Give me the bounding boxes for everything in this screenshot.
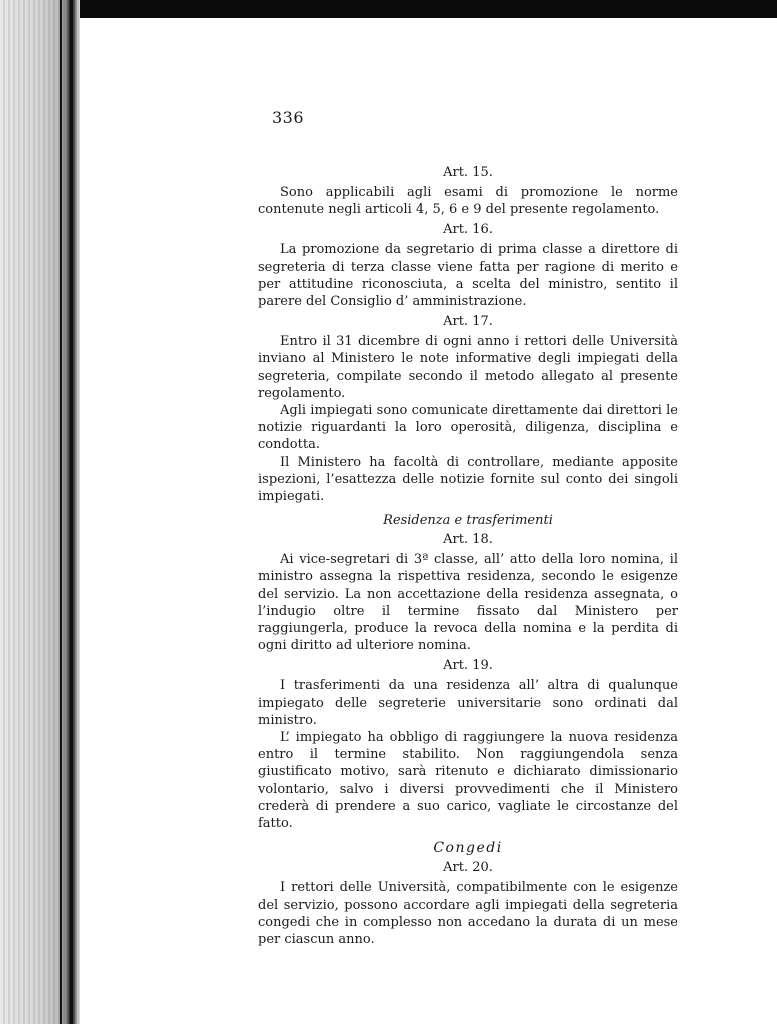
- section-heading: Residenza e trasferimenti: [383, 513, 553, 529]
- article-heading: Art. 17.: [443, 314, 493, 330]
- paragraph: L’ impiegato ha obbligo di raggiungere la nuova residenza entro il termine stabilito. Non raggiungendola senza giustificato motivo, sarà ritenuto e dichiarato dimissionario volontario, salvo i diversi provvedimenti che il Ministero crederà di prendere a suo carico, vagliate le circostanze del fatto.: [258, 730, 678, 832]
- paragraph: I rettori delle Università, compatibilmente con le esigenze del servizio, possono accordare agli impiegati della segreteria congedi che in complesso non accedano la durata di un mese per ciascun anno.: [258, 880, 678, 947]
- article-heading: Art. 18.: [443, 532, 493, 548]
- article-heading: Art. 16.: [443, 222, 493, 238]
- document-page: [258, 108, 678, 948]
- page-number: 336: [272, 108, 305, 127]
- paragraph: I trasferimenti da una residenza all’ altra di qualunque impiegato delle segreterie universitarie sono ordinati dal ministro.: [258, 678, 678, 728]
- paragraph: Il Ministero ha facoltà di controllare, mediante apposite ispezioni, l’esattezza delle notizie fornite sul conto dei singoli impiegati.: [258, 454, 678, 505]
- paragraph: Agli impiegati sono comunicate direttamente dai direttori le notizie riguardanti la loro operosità, diligenza, disciplina e condotta.: [258, 403, 678, 453]
- paragraph: Entro il 31 dicembre di ogni anno i rettori delle Università inviano al Ministero le note informative degli impiegati della segreteria, compilate secondo il metodo allegato al presente regolamento.: [258, 334, 678, 401]
- scan-top-border: [0, 0, 777, 18]
- section-heading: Congedi: [433, 840, 503, 857]
- spine-rule: [70, 0, 73, 1024]
- article-heading: Art. 15.: [443, 165, 493, 180]
- article-heading: Art. 19.: [443, 658, 493, 674]
- book-spine-edge: [0, 0, 80, 1024]
- paragraph: Ai vice-segretari di 3ª classe, all’ atto della loro nomina, il ministro assegna la rispettiva residenza, secondo le esigenze del servizio. La non accettazione della residenza assegnata, o l’indugio oltre il termine fissato dal Ministero per raggiungerla, produce la revoca della nomina e la perdita di ogni diritto ad ulteriore nomina.: [258, 552, 678, 654]
- paragraph: Sono applicabili agli esami di promozione le norme contenute negli articoli 4, 5, 6 e 9 del presente regolamento.: [258, 185, 678, 218]
- spine-rule: [60, 0, 62, 1024]
- article-heading: Art. 20.: [443, 860, 493, 876]
- paragraph: La promozione da segretario di prima classe a direttore di segreteria di terza classe viene fatta per ragione di merito e per attitudine riconosciuta, a scelta del ministro, sentito il parere del Consiglio d’ amministrazione.: [258, 242, 678, 310]
